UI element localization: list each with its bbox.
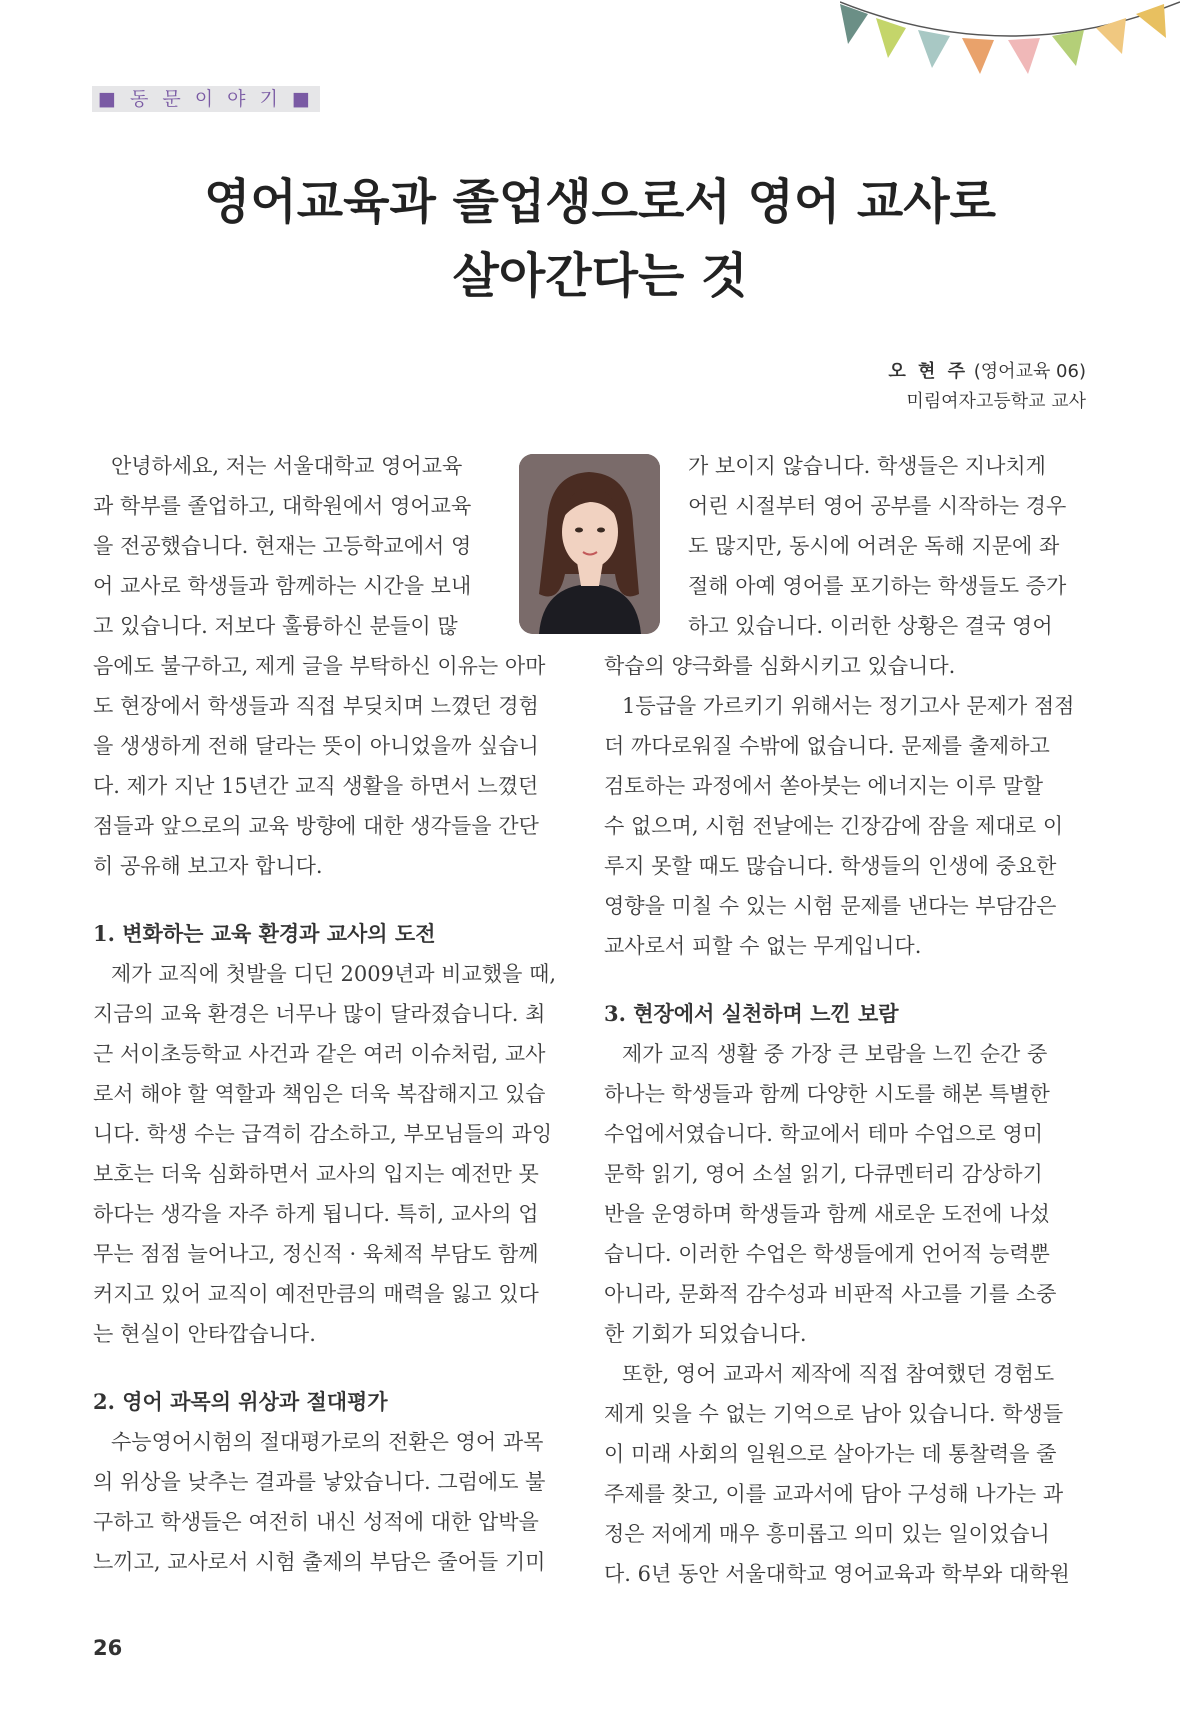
paragraph-gap (93, 1354, 576, 1382)
author-position: 미림여자고등학교 교사 (906, 391, 1086, 412)
left-column (93, 446, 576, 1582)
text-line: 하나는 학생들과 함께 다양한 시도를 해본 특별한 (604, 1082, 1050, 1106)
page-number: 26 (93, 1636, 123, 1660)
text-line: 다. 제가 지난 15년간 교직 생활을 하면서 느꼈던 (93, 774, 539, 798)
paragraph-gap (93, 886, 576, 914)
text-line: 고 있습니다. 저보다 훌륭하신 분들이 많 (93, 614, 458, 638)
text-line: 1등급을 가르키기 위해서는 정기고사 문제가 점점 (622, 694, 1075, 718)
paragraph-gap (604, 966, 1086, 994)
text-line: 교사로서 피할 수 없는 무게입니다. (604, 934, 922, 958)
text-line: 로서 해야 할 역할과 책임은 더욱 복잡해지고 있습 (93, 1082, 546, 1106)
text-line: 의 위상을 낮추는 결과를 낳았습니다. 그럼에도 불 (93, 1470, 546, 1494)
section-tag: ■ 동 문 이 야 기 ■ (92, 86, 320, 112)
text-line: 이 미래 사회의 일원으로 살아가는 데 통찰력을 줄 (604, 1442, 1057, 1466)
text-line: 도 현장에서 학생들과 직접 부딪치며 느꼈던 경험 (93, 694, 539, 718)
text-line: 수업에서였습니다. 학교에서 테마 수업으로 영미 (604, 1122, 1044, 1146)
text-line: 반을 운영하며 학생들과 함께 새로운 도전에 나섰 (604, 1202, 1050, 1226)
text-line: 음에도 불구하고, 제게 글을 부탁하신 이유는 아마 (93, 654, 546, 678)
text-line: 한 기회가 되었습니다. (604, 1322, 807, 1346)
author-name: 오 현 주 (888, 361, 969, 382)
text-line: 근 서이초등학교 사건과 같은 여러 이슈처럼, 교사 (93, 1042, 546, 1066)
text-line: 보호는 더욱 심화하면서 교사의 입지는 예전만 못 (93, 1162, 539, 1186)
text-line: 더 까다로워질 수밖에 없습니다. 문제를 출제하고 (604, 734, 1050, 758)
text-line: 제게 잊을 수 없는 기억으로 남아 있습니다. 학생들 (604, 1402, 1064, 1426)
text-line: 안녕하세요, 저는 서울대학교 영어교육 (111, 454, 463, 478)
text-line: 가 보이지 않습니다. 학생들은 지나치게 (688, 454, 1046, 478)
text-line: 절해 아예 영어를 포기하는 학생들도 증가 (688, 574, 1067, 598)
text-line: 니다. 학생 수는 급격히 감소하고, 부모님들의 과잉 (93, 1122, 553, 1146)
text-line: 또한, 영어 교과서 제작에 직접 참여했던 경험도 (622, 1362, 1055, 1386)
text-line: 히 공유해 보고자 합니다. (93, 854, 323, 878)
bunting-flags-icon (840, 0, 1180, 95)
text-line: 제가 교직에 첫발을 디딘 2009년과 비교했을 때, (111, 962, 557, 986)
author-affiliation: (영어교육 06) (973, 361, 1086, 382)
text-line: 다. 6년 동안 서울대학교 영어교육과 학부와 대학원 (604, 1562, 1070, 1586)
text-line: 하다는 생각을 자주 하게 됩니다. 특히, 교사의 업 (93, 1202, 539, 1226)
text-line: 제가 교직 생활 중 가장 큰 보람을 느낀 순간 중 (622, 1042, 1048, 1066)
text-line: 는 현실이 안타깝습니다. (93, 1322, 316, 1346)
text-line: 도 많지만, 동시에 어려운 독해 지문에 좌 (688, 534, 1060, 558)
text-line: 영향을 미칠 수 있는 시험 문제를 낸다는 부담감은 (604, 894, 1057, 918)
text-line: 느끼고, 교사로서 시험 출제의 부담은 줄어들 기미 (93, 1550, 546, 1574)
section-heading: 2. 영어 과목의 위상과 절대평가 (93, 1389, 388, 1414)
text-line: 커지고 있어 교직이 예전만큼의 매력을 잃고 있다 (93, 1282, 539, 1306)
title-line-1: 영어교육과 졸업생으로서 영어 교사로 (203, 174, 997, 230)
text-line: 을 전공했습니다. 현재는 고등학교에서 영 (93, 534, 472, 558)
text-line: 학습의 양극화를 심화시키고 있습니다. (604, 654, 956, 678)
text-line: 어린 시절부터 영어 공부를 시작하는 경우 (688, 494, 1067, 518)
text-line: 구하고 학생들은 여전히 내신 성적에 대한 압박을 (93, 1510, 539, 1534)
author-byline (888, 357, 1086, 417)
text-line: 검토하는 과정에서 쏟아붓는 에너지는 이루 말할 (604, 774, 1044, 798)
text-line: 점들과 앞으로의 교육 방향에 대한 생각들을 간단 (93, 814, 539, 838)
text-line: 수능영어시험의 절대평가로의 전환은 영어 과목 (111, 1430, 544, 1454)
text-line: 수 없으며, 시험 전날에는 긴장감에 잠을 제대로 이 (604, 814, 1064, 838)
right-column (604, 446, 1086, 1594)
text-line: 루지 못할 때도 많습니다. 학생들의 인생에 중요한 (604, 854, 1057, 878)
text-line: 지금의 교육 환경은 너무나 많이 달라졌습니다. 최 (93, 1002, 546, 1026)
title-line-2: 살아간다는 것 (452, 248, 748, 304)
text-line: 하고 있습니다. 이러한 상황은 결국 영어 (688, 614, 1053, 638)
section-heading: 1. 변화하는 교육 환경과 교사의 도전 (93, 921, 436, 946)
text-line: 주제를 찾고, 이를 교과서에 담아 구성해 나가는 과 (604, 1482, 1064, 1506)
text-line: 을 생생하게 전해 달라는 뜻이 아니었을까 싶습니 (93, 734, 539, 758)
text-line: 과 학부를 졸업하고, 대학원에서 영어교육 (93, 494, 472, 518)
section-heading: 3. 현장에서 실천하며 느낀 보람 (604, 1001, 899, 1026)
text-line: 어 교사로 학생들과 함께하는 시간을 보내 (93, 574, 472, 598)
article-title (0, 165, 1200, 313)
text-line: 아니라, 문화적 감수성과 비판적 사고를 기를 소중 (604, 1282, 1057, 1306)
text-line: 정은 저에게 매우 흥미롭고 의미 있는 일이었습니 (604, 1522, 1050, 1546)
text-line: 무는 점점 늘어나고, 정신적 · 육체적 부담도 함께 (93, 1242, 539, 1266)
text-line: 습니다. 이러한 수업은 학생들에게 언어적 능력뿐 (604, 1242, 1050, 1266)
text-line: 문학 읽기, 영어 소설 읽기, 다큐멘터리 감상하기 (604, 1162, 1043, 1186)
